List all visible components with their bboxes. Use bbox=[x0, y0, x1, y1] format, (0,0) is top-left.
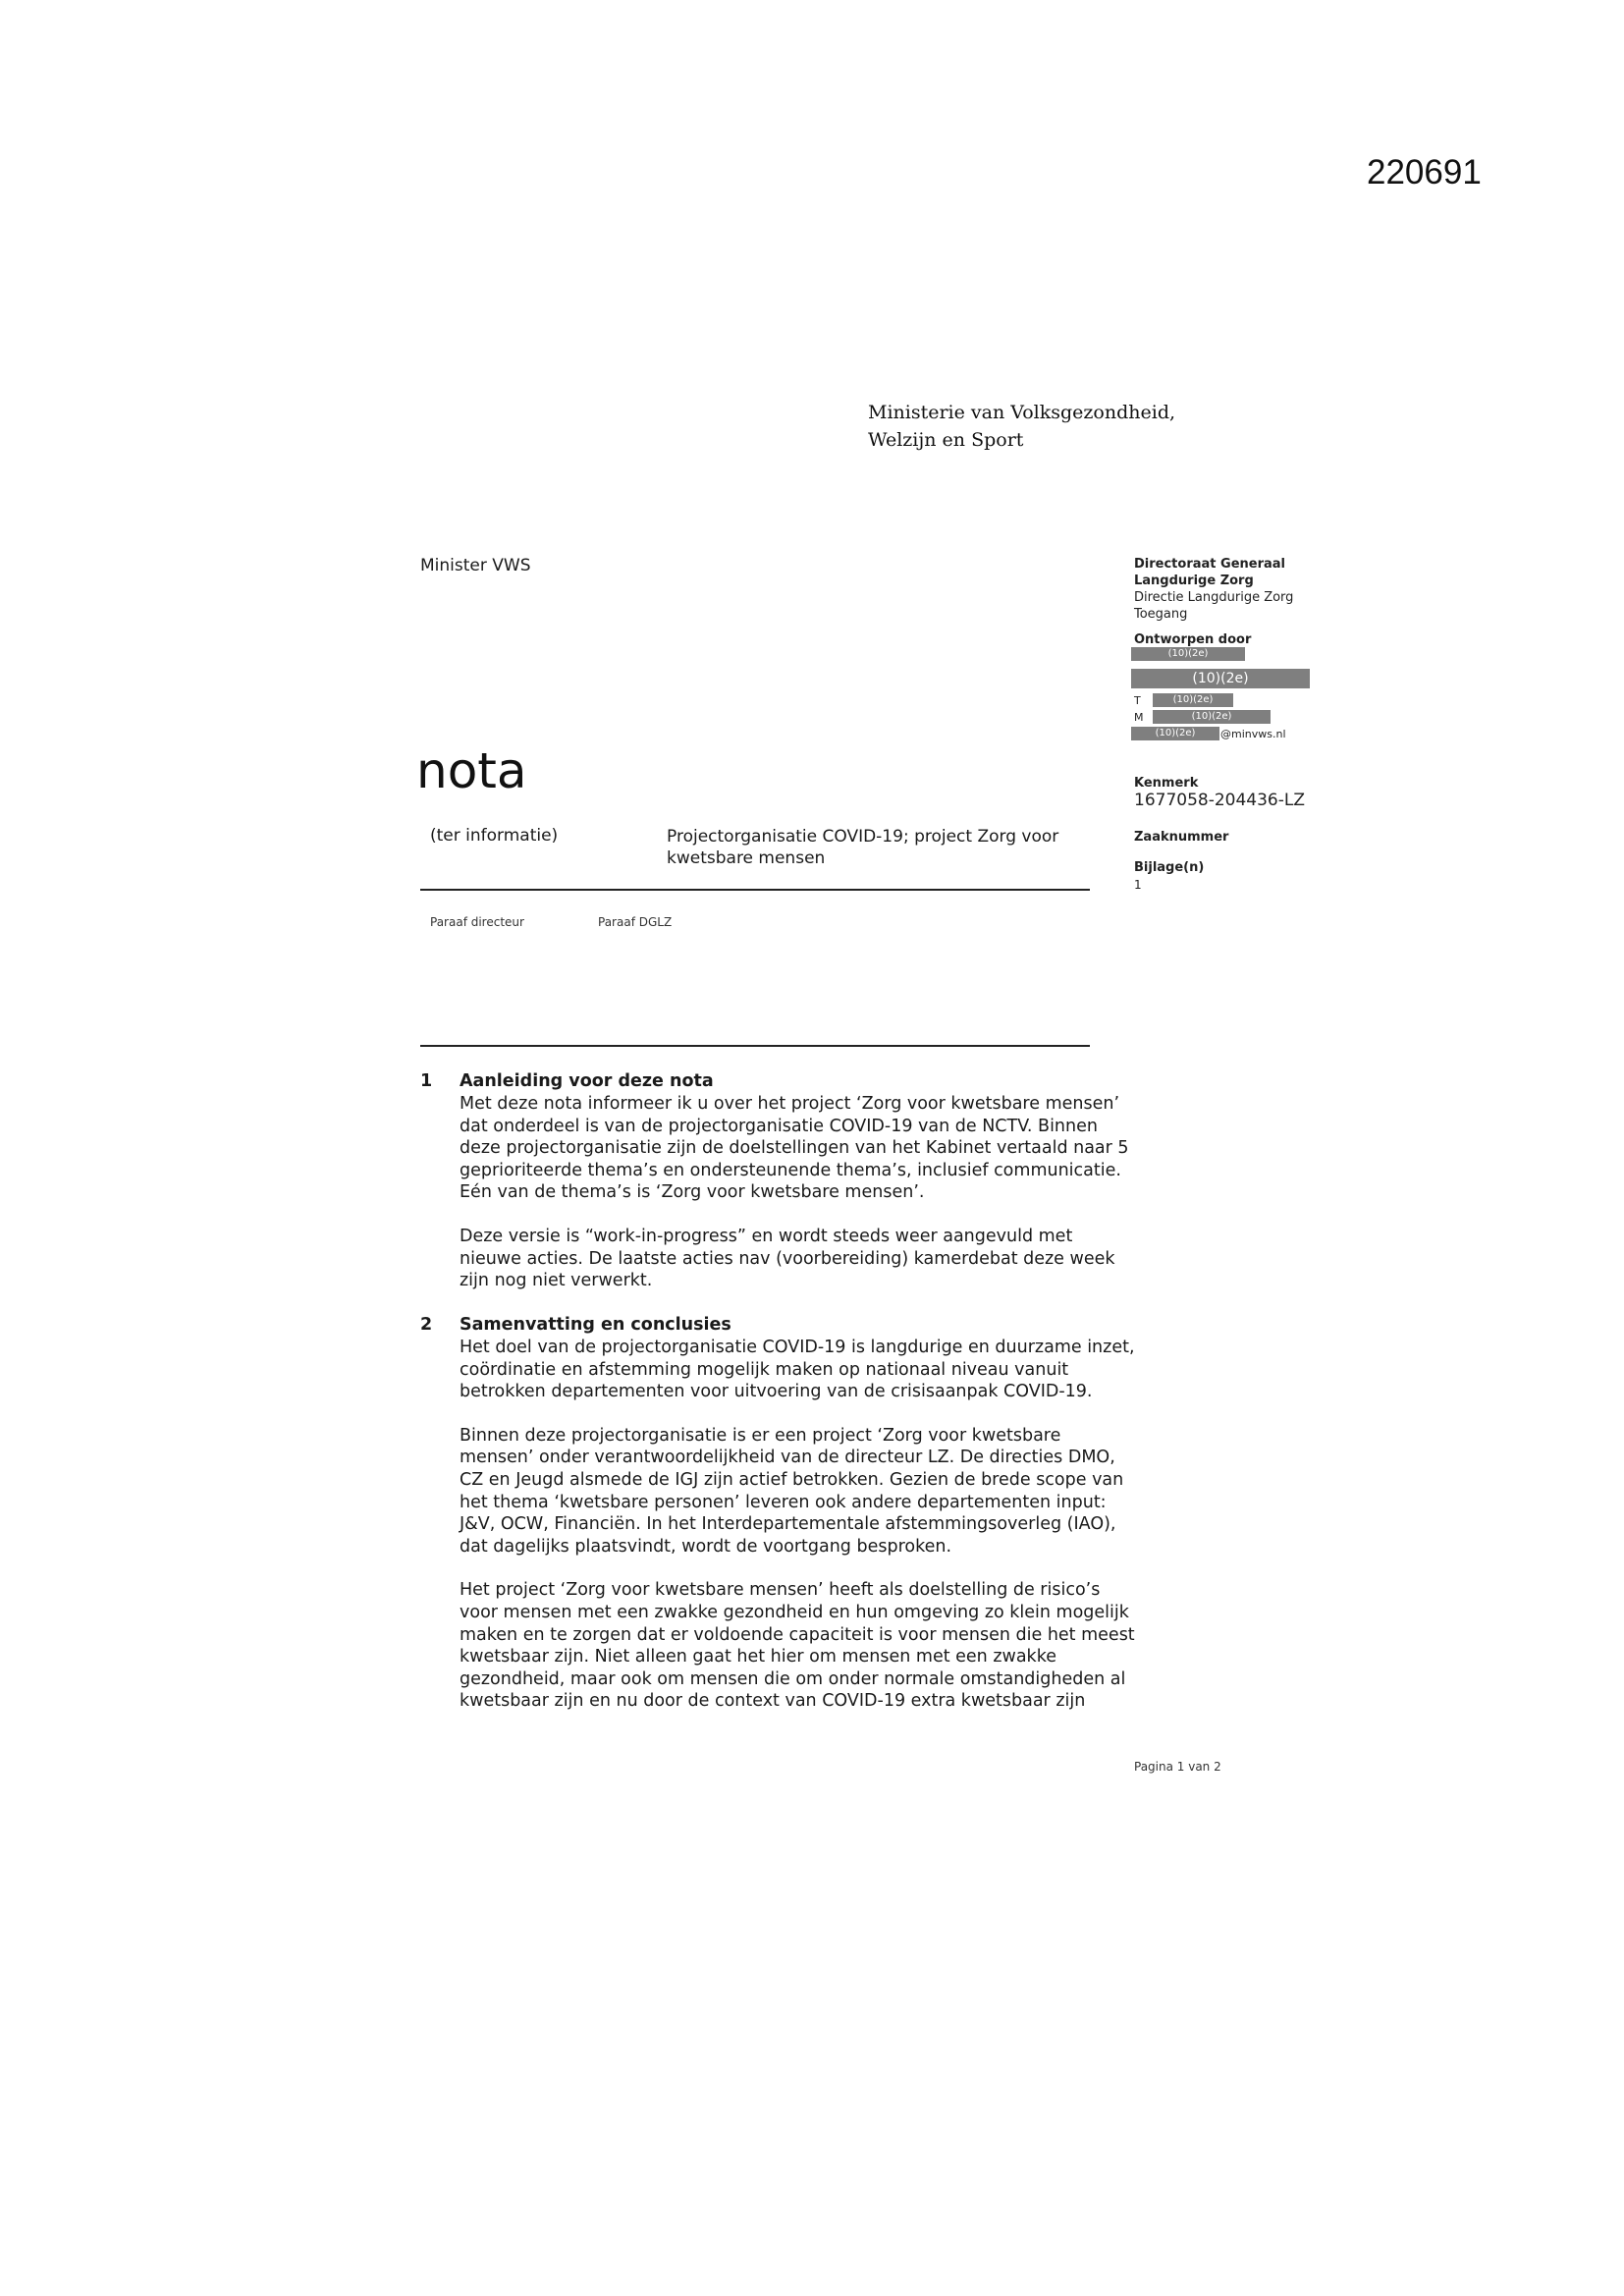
redaction-name: (10)(2e) bbox=[1131, 647, 1245, 661]
document-title: nota bbox=[416, 742, 527, 799]
phone-label: T bbox=[1134, 694, 1141, 707]
dg-line-1: Directoraat Generaal bbox=[1134, 557, 1285, 572]
addressee: Minister VWS bbox=[420, 556, 531, 575]
document-type: (ter informatie) bbox=[430, 826, 559, 846]
paraaf-dglz-label: Paraaf DGLZ bbox=[598, 915, 673, 929]
section-body bbox=[460, 1337, 1137, 1734]
section-title: Aanleiding voor deze nota bbox=[460, 1071, 714, 1091]
bijlage-value: 1 bbox=[1134, 878, 1142, 892]
document-subject: Projectorganisatie COVID-19; project Zorg voor kwetsbare mensen bbox=[667, 827, 1059, 868]
sidebar-department bbox=[1134, 556, 1293, 623]
bijlage-label bbox=[1134, 859, 1204, 876]
divider-bottom bbox=[420, 1045, 1090, 1047]
directie: Directie Langdurige Zorg bbox=[1134, 590, 1294, 605]
section-title: Samenvatting en conclusies bbox=[460, 1315, 731, 1335]
redaction-email: (10)(2e) bbox=[1131, 727, 1219, 740]
kenmerk-value: 1677058-204436-LZ bbox=[1134, 791, 1305, 810]
ministry-line-2: Welzijn en Sport bbox=[868, 429, 1024, 451]
unit: Toegang bbox=[1134, 607, 1188, 622]
paragraph: Het doel van de projectorganisatie COVID-19 is langdurige en duurzame inzet, coördinatie en afstemming mogelijk maken op nationaal niveau vanuit betrokken departementen voor uitvoering van de crisisaanpak COVID-19. bbox=[460, 1338, 1135, 1402]
redaction-team: (10)(2e) bbox=[1131, 669, 1310, 688]
ministry-logo-text bbox=[868, 399, 1175, 454]
email-domain: @minvws.nl bbox=[1220, 728, 1286, 740]
paragraph: Het project ‘Zorg voor kwetsbare mensen’ heeft als doelstelling de risico’s voor mensen met een zwakke gezondheid en hun omgeving zo klein mogelijk maken en te zorgen dat er voldoende capaciteit is voor mensen die het meest kwetsbaar zijn. Niet alleen gaat het hier om mensen met een zwakke gezondheid, maar ook om mensen die om onder normale omstandigheden al kwetsbaar zijn en nu door de context van COVID-19 extra kwetsbaar zijn bbox=[460, 1580, 1135, 1712]
section-number: 1 bbox=[420, 1071, 433, 1091]
page-number: Pagina 1 van 2 bbox=[1134, 1760, 1221, 1774]
redaction-mobile: (10)(2e) bbox=[1153, 710, 1271, 724]
zaaknummer-label-text: Zaaknummer bbox=[1134, 830, 1229, 845]
paragraph: Binnen deze projectorganisatie is er een project ‘Zorg voor kwetsbare mensen’ onder verantwoordelijkheid van de directeur LZ. De directies DMO, CZ en Jeugd alsmede de IGJ zijn actief betrokken. Gezien de brede scope van het thema ‘kwetsbare personen’ leveren ook andere departementen input: J&V, OCW, Financiën. In het Interdepartementale afstemmingsoverleg (IAO), dat dagelijks plaatsvindt, wordt de voortgang besproken. bbox=[460, 1425, 1124, 1557]
kenmerk-label bbox=[1134, 775, 1198, 792]
ministry-line-1: Ministerie van Volksgezondheid, bbox=[868, 402, 1176, 423]
bijlage-label-text: Bijlage(n) bbox=[1134, 860, 1205, 875]
paraaf-director-label: Paraaf directeur bbox=[430, 915, 524, 929]
paragraph: Met deze nota informeer ik u over het project ‘Zorg voor kwetsbare mensen’ dat onderdeel is van de projectorganisatie COVID-19 van de NCTV. Binnen deze projectorganisatie zijn de doelstellingen van het Kabinet vertaald naar 5 geprioriteerde thema’s en ondersteunende thema’s, inclusief communicatie. Eén van de thema’s is ‘Zorg voor kwetsbare mensen’. bbox=[460, 1094, 1129, 1203]
section-body bbox=[460, 1093, 1137, 1314]
paragraph: Deze versie is “work-in-progress” en wordt steeds weer aangevuld met nieuwe acties. De laatste acties nav (voorbereiding) kamerdebat deze week zijn nog niet verwerkt. bbox=[460, 1226, 1115, 1291]
zaaknummer-label bbox=[1134, 829, 1228, 846]
divider-top bbox=[420, 889, 1090, 891]
document-number: 220691 bbox=[1367, 153, 1482, 191]
mobile-label: M bbox=[1134, 711, 1144, 724]
section-number: 2 bbox=[420, 1315, 433, 1335]
redaction-phone: (10)(2e) bbox=[1153, 693, 1233, 707]
kenmerk-label-text: Kenmerk bbox=[1134, 776, 1199, 791]
ontworpen-label-text: Ontworpen door bbox=[1134, 632, 1252, 647]
sidebar-ontworpen-label bbox=[1134, 631, 1251, 648]
dg-line-2: Langdurige Zorg bbox=[1134, 574, 1254, 588]
